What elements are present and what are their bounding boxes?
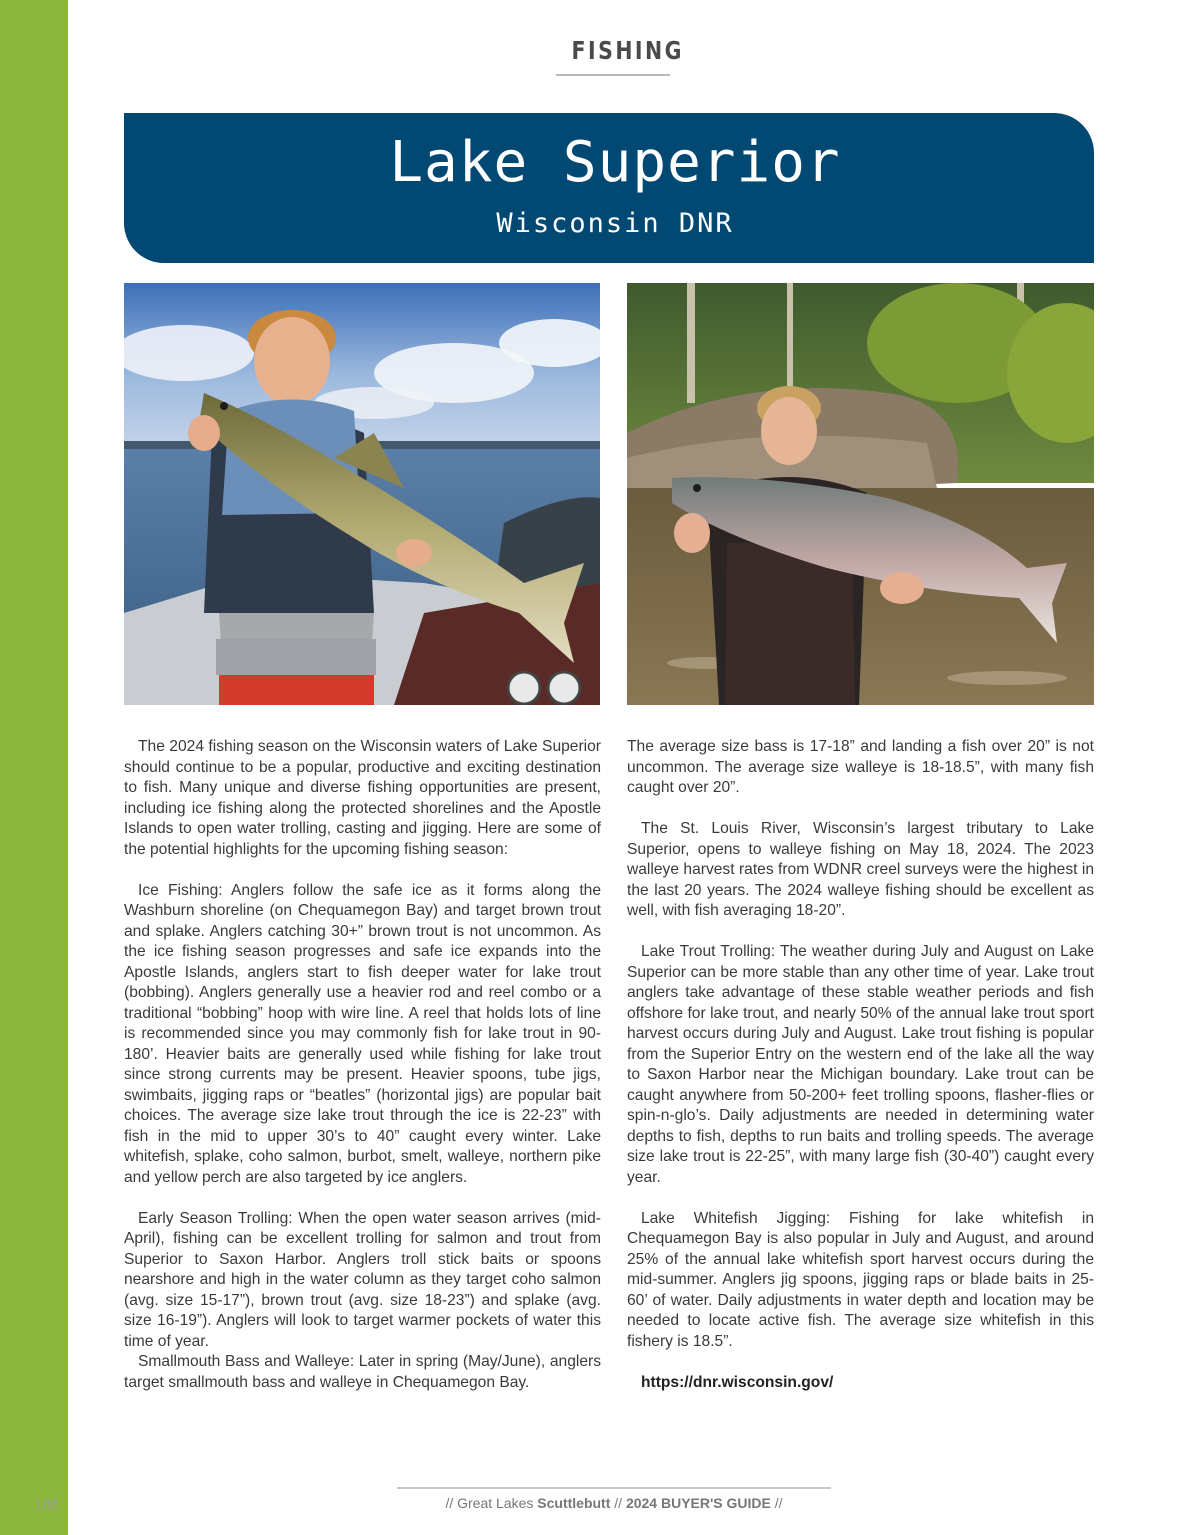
footer xyxy=(397,1495,831,1511)
photo-walleye xyxy=(124,283,600,705)
lake-trout-trolling-paragraph: Lake Trout Trolling: The weather during July and August on Lake Superior can be more stable than any other time of year. Lake trout anglers take advantage of these stable weather periods and fish offshore for lake trout, and nearly 50% of the annual lake trout sport harvest occurs during July and August. Lake trout fishing is popular from the Superior Entry on the western end of the lake all the way to Saxon Harbor near the Michigan boundary. Lake trout can be caught anywhere from 50-200+ feet trolling spoons, flasher-flies or spin-n-glo’s. Daily adjustments are needed in determining water depths to fish, depths to run baits and trolling speeds. The average size lake trout is 22-25”, with many large fish (30-40”) caught every year. xyxy=(627,943,1094,1186)
footer-brand: Scuttlebutt xyxy=(537,1495,611,1511)
footer-divider xyxy=(397,1487,831,1489)
bass-walleye-paragraph: Smallmouth Bass and Walleye: Later in spring (May/June), anglers target smallmouth bass and walleye in Chequamegon Bay. xyxy=(124,1353,601,1391)
st-louis-river-paragraph: The St. Louis River, Wisconsin’s largest tributary to Lake Superior, opens to walleye fishing on May 18, 2024. The 2023 walleye harvest rates from WDNR creel surveys were the highest in the last 20 years. The 2024 walleye fishing should be excellent as well, with fish averaging 18-20”. xyxy=(627,820,1094,919)
article-column-right xyxy=(627,737,1094,1393)
bass-walleye-continued-paragraph: The average size bass is 17-18” and landing a fish over 20” is not uncommon. The average size walleye is 18-18.5”, with many fish caught over 20”. xyxy=(627,738,1094,796)
whitefish-jigging-paragraph: Lake Whitefish Jigging: Fishing for lake whitefish in Chequamegon Bay is also popular in July and August, and around 25% of the annual lake whitefish sport harvest occurs during the mid-summer. Anglers jig spoons, jigging raps or blade baits in 25-60’ of water. Daily adjustments in water depth and location may be needed to locate active fish. The average size whitefish in this fishery is 18.5”. xyxy=(627,1209,1094,1350)
intro-paragraph: The 2024 fishing season on the Wisconsin waters of Lake Superior should continue to be a popular, productive and exciting destination to fish. Many unique and diverse fishing opportunities are present, including ice fishing along the protected shorelines and the Apostle Islands to open water trolling, casting and jigging. Here are some of the potential highlights for the upcoming fishing season: xyxy=(124,738,601,858)
footer-guide: 2024 BUYER'S GUIDE xyxy=(625,1495,771,1511)
section-underline xyxy=(556,74,670,76)
footer-suffix: // xyxy=(770,1495,783,1511)
section-tag: FISHING xyxy=(571,36,684,65)
page-number: 102 xyxy=(35,1496,59,1512)
early-season-trolling-paragraph: Early Season Trolling: When the open water season arrives (mid-April), fishing can be excellent trolling for salmon and trout from Superior to Saxon Harbor. Anglers troll stick baits or spoons nearshore and high in the water column as they target coho salmon (avg. size 15-17”), brown trout (avg. size 18-23”) and splake (avg. size 16-19”). Anglers will look to target warmer pockets of water this time of year. xyxy=(124,1209,601,1350)
page-title: Lake Superior xyxy=(389,130,841,195)
ice-fishing-paragraph: Ice Fishing: Anglers follow the safe ice as it forms along the Washburn shoreline (on Chequamegon Bay) and target brown trout and splake. Anglers catching 30+” brown trout is not uncommon. As the ice fishing season progresses and safe ice expands into the Apostle Islands, anglers start to fish deeper water for lake trout (bobbing). Anglers generally use a heavier rod and reel combo or a traditional “bobbing” hoop with wire line. A reel that holds lots of line is recommended since you may commonly fish for lake trout in 90-180’. Heavier baits are generally used while fishing for lake trout since strong currents may be present. Heavier spoons, tube jigs, swimbaits, jigging raps or “beatles” (horizontal jigs) are popular bait choices. The average size lake trout through the ice is 22-23” with fish in the mid to upper 30’s to 40” caught every winter. Lake whitefish, splake, coho salmon, burbot, smelt, walleye, northern pike and yellow perch are also targeted by ice anglers. xyxy=(124,881,601,1186)
footer-prefix: // Great Lakes xyxy=(445,1495,538,1511)
article-column-left xyxy=(124,737,601,1393)
footer-separator: // xyxy=(610,1495,626,1511)
photo-salmon xyxy=(627,283,1094,705)
page-subtitle: Wisconsin DNR xyxy=(496,208,734,239)
dnr-website-link[interactable]: https://dnr.wisconsin.gov/ xyxy=(641,1373,834,1391)
